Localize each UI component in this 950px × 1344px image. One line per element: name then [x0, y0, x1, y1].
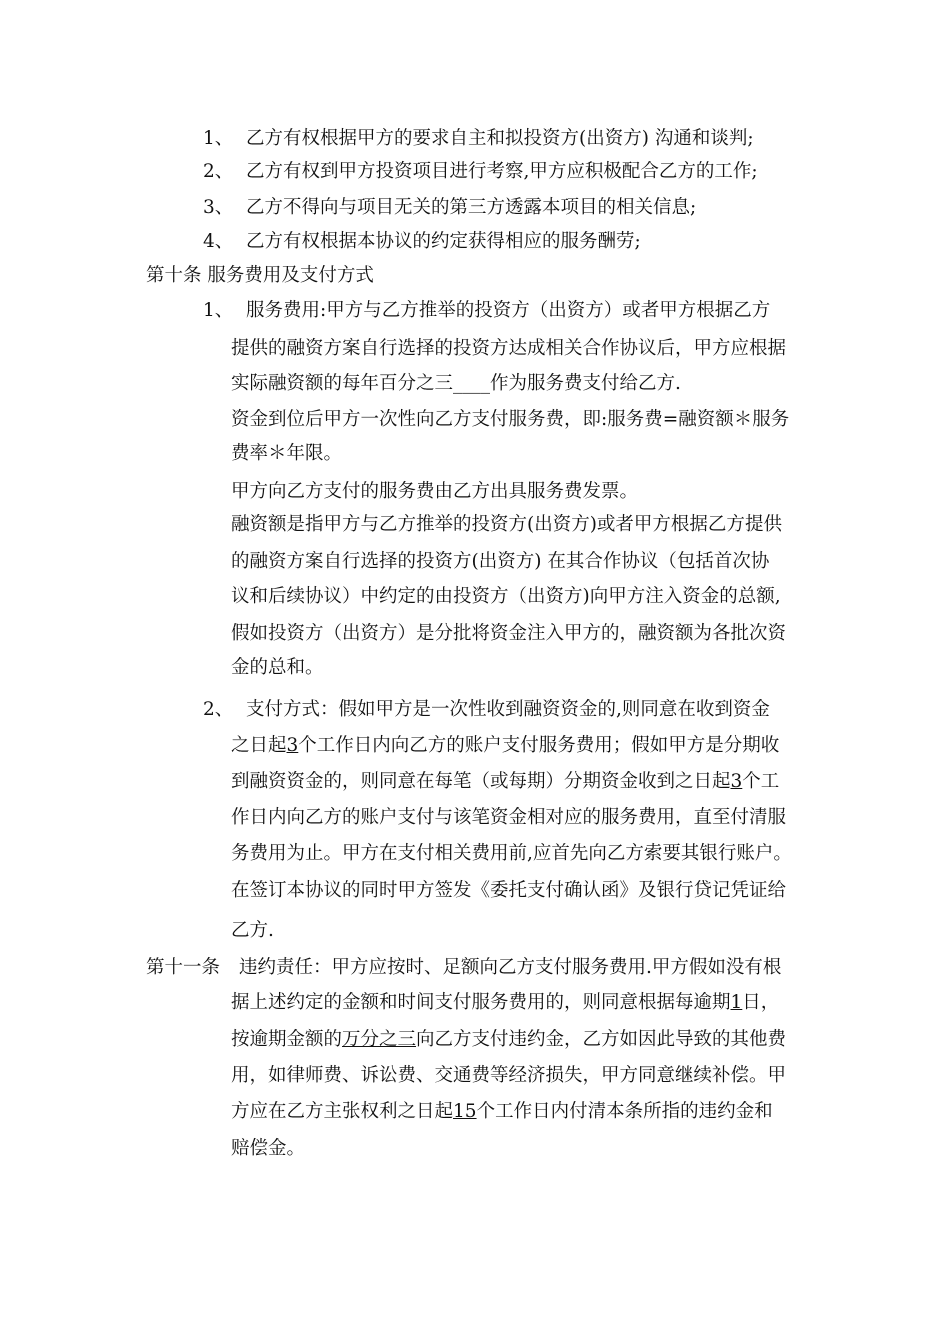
a10-item1-line3-b: 作为服务费支付给乙方. — [490, 373, 681, 394]
right-4-text: 乙方有权根据本协议的约定获得相应的服务酬劳; — [246, 231, 641, 252]
right-1-text: 乙方有权根据甲方的要求自主和拟投资方(出资方) 沟通和谈判; — [246, 128, 754, 149]
a10-item1-line11: 金的总和。 — [231, 657, 324, 678]
a11-line4: 用，如律师费、诉讼费、交通费等经济损失，甲方同意继续补偿。甲 — [231, 1065, 787, 1086]
right-3-text: 乙方不得向与项目无关的第三方透露本项目的相关信息; — [246, 197, 697, 218]
a10-item2-line5: 务费用为止。甲方在支付相关费用前,应首先向乙方索要其银行账户。 — [231, 843, 792, 864]
right-2-num: 2、 — [203, 161, 234, 182]
a10-item1-line7: 融资额是指甲方与乙方推举的投资方(出资方)或者甲方根据乙方提供 — [231, 514, 782, 535]
overdue-period: 1 — [730, 992, 743, 1013]
a10-item1-line2: 提供的融资方案自行选择的投资方达成相关合作协议后，甲方应根据 — [231, 338, 787, 359]
a10-item1-line3 — [231, 372, 681, 396]
a10-item1-line9: 议和后续协议）中约定的由投资方（出资方)向甲方注入资金的总额, — [231, 586, 781, 607]
article-11-heading: 第十一条 — [146, 957, 221, 978]
penalty-rate: 万分之三 — [342, 1029, 417, 1050]
article-10-heading: 第十条 服务费用及支付方式 — [146, 265, 374, 286]
a10-item2-line6: 在签订本协议的同时甲方签发《委托支付确认函》及银行贷记凭证给 — [231, 880, 787, 901]
a11-line2-b: 日， — [742, 992, 780, 1013]
fee-rate-blank: ____ — [453, 373, 491, 394]
right-4-num: 4、 — [203, 231, 234, 252]
a11-line5 — [231, 1100, 773, 1124]
a11-line5-b: 个工作日内付清本条所指的违约金和 — [476, 1101, 773, 1122]
a10-item2-line2 — [231, 734, 779, 758]
a10-item2-line1: 支付方式：假如甲方是一次性收到融资资金的,则同意在收到资金 — [246, 699, 770, 720]
a10-item1-line4: 资金到位后甲方一次性向乙方支付服务费，即:服务费=融资额＊服务 — [231, 409, 790, 430]
a10-item1-line10: 假如投资方（出资方）是分批将资金注入甲方的，融资额为各批次资 — [231, 623, 787, 644]
a10-item2-line7: 乙方. — [231, 920, 274, 941]
a10-item1-line8: 的融资方案自行选择的投资方(出资方) 在其合作协议（包括首次协 — [231, 551, 770, 572]
a10-item1-line3-a: 实际融资额的每年百分之三 — [231, 373, 454, 394]
a10-item1-line6: 甲方向乙方支付的服务费由乙方出具服务费发票。 — [231, 481, 639, 502]
right-2-text: 乙方有权到甲方投资项目进行考察,甲方应积极配合乙方的工作; — [246, 161, 758, 182]
a10-item1-line5: 费率＊年限。 — [231, 443, 343, 464]
a10-item1-line1: 服务费用:甲方与乙方推举的投资方（出资方）或者甲方根据乙方 — [246, 300, 771, 321]
a10-item2-line3 — [231, 770, 779, 794]
a11-line3-a: 按逾期金额的 — [231, 1029, 343, 1050]
a11-line5-a: 方应在乙方主张权利之日起 — [231, 1101, 454, 1122]
a11-line2 — [231, 991, 779, 1015]
a10-item2-line3-b: 个工 — [742, 771, 780, 792]
a11-line6: 赔偿金。 — [231, 1138, 306, 1159]
right-3-num: 3、 — [203, 197, 234, 218]
a10-item2-line4: 作日内向乙方的账户支付与该笔资金相对应的服务费用，直至付清服 — [231, 807, 787, 828]
a10-item2-line2-a: 之日起 — [231, 735, 287, 756]
settlement-days: 15 — [453, 1101, 477, 1122]
payment-days-2: 3 — [730, 771, 743, 792]
a11-line3-b: 向乙方支付违约金，乙方如因此导致的其他费 — [416, 1029, 787, 1050]
a11-line2-a: 据上述约定的金额和时间支付服务费用的，则同意根据每逾期 — [231, 992, 731, 1013]
a10-item2-line3-a: 到融资资金的，则同意在每笔（或每期）分期资金收到之日起 — [231, 771, 731, 792]
a10-item2-num: 2、 — [203, 699, 234, 720]
a10-item1-num: 1、 — [203, 300, 234, 321]
a11-line1: 违约责任：甲方应按时、足额向乙方支付服务费用.甲方假如没有根 — [239, 957, 782, 978]
right-1-num: 1、 — [203, 128, 234, 149]
a10-item2-line2-b: 个工作日内向乙方的账户支付服务费用；假如甲方是分期收 — [298, 735, 780, 756]
a11-line3 — [231, 1028, 786, 1052]
payment-days-1: 3 — [286, 735, 299, 756]
